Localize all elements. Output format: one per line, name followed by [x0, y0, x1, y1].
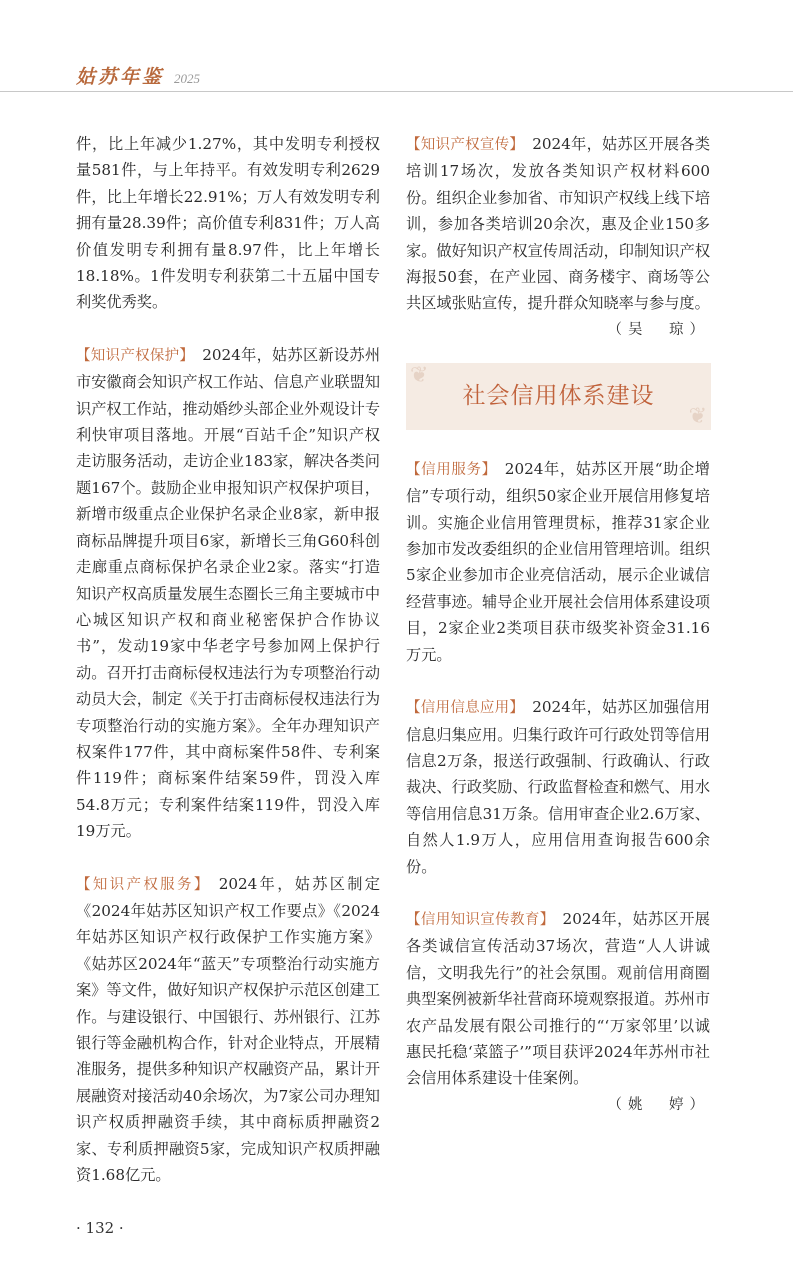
right-column — [406, 131, 710, 1118]
ornament-icon: ❦ — [410, 362, 429, 388]
section-tag: 【知识产权服务】 — [76, 876, 211, 893]
paragraph-ip-service — [76, 871, 380, 1189]
page-number: · 132 · — [76, 1219, 124, 1238]
author-credit: （姚 婷） — [607, 1096, 710, 1113]
yearbook-year: 2025 — [174, 71, 201, 86]
paragraph-ip-protection — [76, 342, 380, 845]
paragraph-text: 2024年，姑苏区开展“助企增信”专项行动，组织50家企业开展信用修复培训。实施企业信用管理贯标，推荐31家企业参加市发改委组织的企业信用管理培训。组织5家企业参加市企业亮信活动，展示企业诚信经营事迹。辅导企业开展社会信用体系建设项目，2家企业2类项目获市级奖补资金31.16万元。 — [406, 459, 710, 664]
paragraph-text: 2024年，姑苏区加强信用信息归集应用。归集行政许可行政处罚等信用信息2万条，报送行政强制、行政确认、行政裁决、行政奖励、行政监督检查和燃气、用水等信用信息31万条。信用审查企业2.6万家、自然人1.9万人，应用信用查询报告600余份。 — [406, 698, 711, 876]
left-column — [76, 131, 380, 1268]
section-tag: 【信用信息应用】 — [406, 700, 525, 717]
section-tag: 【信用服务】 — [406, 461, 497, 478]
section-title: 社会信用体系建设 — [462, 382, 655, 409]
paragraph-ip-publicity — [406, 131, 710, 317]
paragraph-patent-stats: 件，比上年减少1.27%，其中发明专利授权量581件，与上年持平。有效发明专利2629件，比上年增长22.91%；万人有效发明专利拥有量28.39件；高价值专利831件；万人高价值发明专利拥有量8.97件，比上年增长18.18%。1件发明专利获第二十五届中国专利奖优秀奖。 — [76, 135, 380, 312]
paragraph-credit-education — [406, 906, 710, 1092]
paragraph-text: 2024年，姑苏区新设苏州市安徽商会知识产权工作站、信息产业联盟知识产权工作站，推动婚纱头部企业外观设计专利快审项目落地。开展“百站千企”知识产权走访服务活动，走访企业183家，解决各类问题167个。鼓励企业申报知识产权保护项目，新增市级重点企业保护名录企业8家，新申报商标品牌提升项目6家，新增长三角G60科创走廊重点商标保护名录企业2家。落实“打造知识产权高质量发展生态圈长三角主要城市中心城区知识产权和商业秘密保护合作协议书”，发动19家中华老字号参加网上保护行动。召开打击商标侵权违法行为专项整治行动动员大会，制定《关于打击商标侵权违法行为专项整治行动的实施方案》。全年办理知识产权案件177件，其中商标案件58件、专利案件119件；商标案件结案59件，罚没入库54.8万元；专利案件结案119件，罚没入库19万元。 — [76, 345, 381, 841]
header-row — [76, 62, 200, 89]
yearbook-title: 姑苏年鉴 — [76, 66, 165, 88]
paragraph-text: 2024年，姑苏区开展各类诚信宣传活动37场次，营造“人人讲诚信，文明我先行”的社会氛围。观前信用商圈典型案例被新华社营商环境观察报道。苏州市农产品发展有限公司推行的“‘万家邻里’以诚惠民托稳‘菜篮子’”项目获评2024年苏州市社会信用体系建设十佳案例。 — [406, 909, 710, 1088]
paragraph-text: 2024年，姑苏区开展各类培训17场次，发放各类知识产权材料600份。组织企业参加省、市知识产权线上线下培训，参加各类培训20余次，惠及企业150多家。做好知识产权宣传周活动，印制知识产权海报50套，在产业园、商务楼宇、商场等公共区域张贴宣传，提升群众知晓率与参与度。 — [406, 135, 711, 313]
paragraph-credit-info — [406, 694, 710, 880]
section-tag: 【信用知识宣传教育】 — [406, 911, 555, 928]
section-tag: 【知识产权宣传】 — [406, 137, 525, 153]
section-banner — [406, 363, 711, 430]
paragraph-text: 2024年，姑苏区制定《2024年姑苏区知识产权工作要点》《2024年姑苏区知识产权行政保护工作实施方案》《姑苏区2024年“蓝天”专项整治行动实施方案》等文件，做好知识产权保护示范区创建工作。与建设银行、中国银行、苏州银行、江苏银行等金融机构合作，针对企业特点，开展精准服务，提供多种知识产权融资产品，累计开展融资对接活动40余场次，为7家公司办理知识产权质押融资手续，其中商标质押融资2家、专利质押融资5家，完成知识产权质押融资1.68亿元。 — [76, 874, 380, 1185]
ornament-icon: ❦ — [688, 403, 707, 429]
header-divider — [0, 91, 793, 92]
paragraph-credit-service — [406, 456, 710, 668]
section-tag: 【知识产权保护】 — [76, 347, 195, 364]
author-credit: （吴 琼） — [607, 321, 710, 338]
